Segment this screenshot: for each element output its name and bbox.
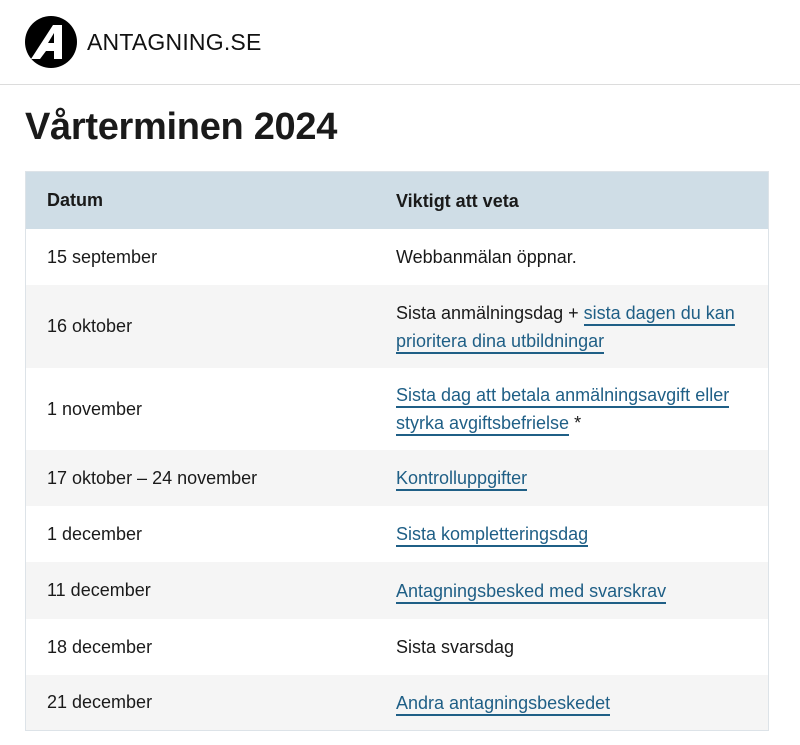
row-info: Webbanmälan öppnar. xyxy=(396,247,577,267)
row-info xyxy=(396,299,768,355)
table-row xyxy=(26,285,768,368)
fee-deadline-link[interactable]: Sista dag att betala anmälningsavgift eller styrka avgiftsbefrielse xyxy=(396,385,729,436)
kontrolluppgifter-link[interactable]: Kontrolluppgifter xyxy=(396,468,527,491)
row-info xyxy=(396,381,768,437)
priority-deadline-link[interactable]: sista dagen du kan prioritera dina utbildningar xyxy=(396,303,735,354)
table-row xyxy=(26,229,768,285)
row-info xyxy=(396,520,768,548)
column-header-info: Viktigt att veta xyxy=(396,190,519,211)
page-title: Vårterminen 2024 xyxy=(25,106,338,148)
row-date: 1 november xyxy=(47,398,143,419)
row-date: 15 september xyxy=(47,246,158,267)
dates-table xyxy=(25,171,769,731)
row-info xyxy=(396,464,768,492)
table-row xyxy=(26,450,768,506)
table-row xyxy=(26,619,768,675)
table-row xyxy=(26,368,768,450)
table-header-row xyxy=(26,172,768,229)
site-header xyxy=(0,0,800,85)
row-date: 1 december xyxy=(47,523,143,544)
admission-result-link[interactable]: Antagningsbesked med svarskrav xyxy=(396,581,666,604)
table-row xyxy=(26,506,768,562)
row-info xyxy=(396,577,768,605)
second-admission-result-link[interactable]: Andra antagningsbeskedet xyxy=(396,693,610,716)
row-date: 16 oktober xyxy=(47,316,133,336)
row-date: 11 december xyxy=(47,580,151,600)
row-info: Sista svarsdag xyxy=(396,637,515,657)
table-row xyxy=(26,675,768,730)
row-info-prefix: Sista anmälningsdag + xyxy=(396,302,584,323)
table-row xyxy=(26,562,768,619)
row-info xyxy=(396,689,768,717)
row-date: 18 december xyxy=(47,636,153,657)
row-info-suffix: * xyxy=(569,413,582,433)
row-date: 21 december xyxy=(47,692,153,712)
row-date: 17 oktober – 24 november xyxy=(47,467,258,488)
completion-deadline-link[interactable]: Sista kompletteringsdag xyxy=(396,524,588,547)
column-header-date: Datum xyxy=(47,190,104,210)
logo-icon[interactable] xyxy=(25,16,77,68)
logo-text[interactable]: ANTAGNING.SE xyxy=(87,28,262,55)
